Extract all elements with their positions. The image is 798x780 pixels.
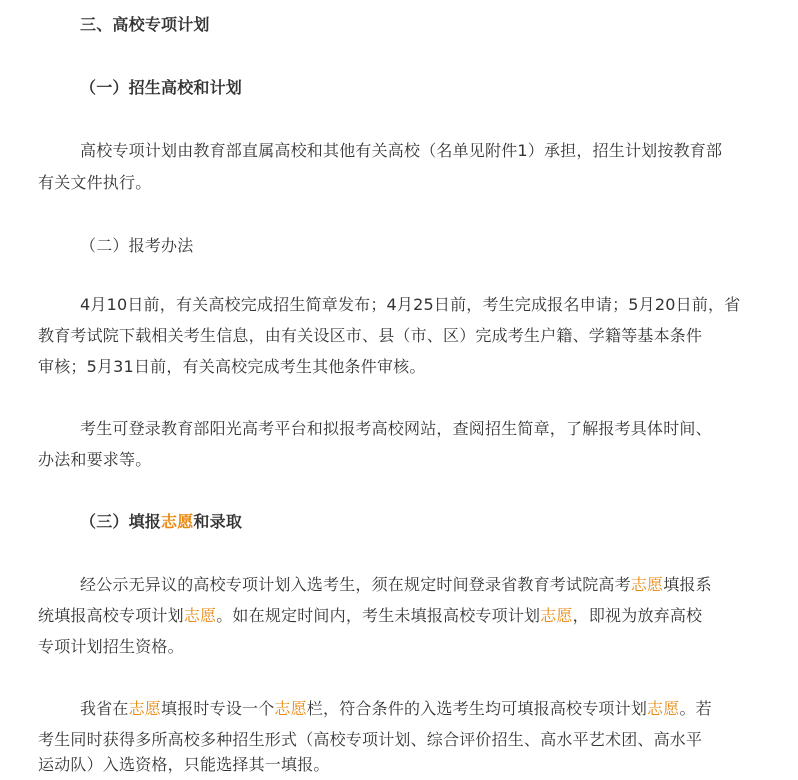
paragraph-1-line-2: 有关文件执行。 [38,173,152,192]
text-segment: 填报系 [663,575,712,594]
keyword-zhiyuan: 志愿 [183,606,217,625]
paragraph-3-line-1: 考生可登录教育部阳光高考平台和拟报考高校网站，查阅招生简章，了解报考具体时间、 [80,419,712,438]
text-segment: 栏，符合条件的入选考生均可填报高校专项计划 [306,699,648,718]
paragraph-2-line-2: 教育考试院下载相关考生信息，由有关设区市、县（市、区）完成考生户籍、学籍等基本条件 [38,326,703,345]
text-segment: 填报时专设一个 [161,699,275,718]
keyword-zhiyuan: 志愿 [161,512,194,531]
paragraph-2-line-1: 4月10日前，有关高校完成招生简章发布；4月25日前，考生完成报名申请；5月20日前，省 [80,295,741,314]
keyword-zhiyuan: 志愿 [647,699,680,718]
text-segment: 统填报高校专项计划 [38,606,184,625]
text-segment: ，即视为放弃高校 [572,606,703,625]
paragraph-4-line-3: 专项计划招生资格。 [38,637,184,656]
text-segment: 经公示无异议的高校专项计划入选考生，须在规定时间登录省教育考试院高考 [80,575,631,594]
text-segment: 。如在规定时间内，考生未填报高校专项计划 [216,606,541,625]
text-segment: 。若 [679,699,712,718]
subsection-title-3-prefix: （三）填报 [80,512,162,531]
subsection-title-3-suffix: 和录取 [193,512,243,531]
keyword-zhiyuan: 志愿 [630,575,664,594]
keyword-zhiyuan: 志愿 [128,699,162,718]
paragraph-1-line-1: 高校专项计划由教育部直属高校和其他有关高校（名单见附件1）承担，招生计划按教育部 [80,141,723,160]
section-title: 三、高校专项计划 [80,15,210,34]
keyword-zhiyuan: 志愿 [274,699,307,718]
paragraph-5-line-1 [80,699,712,719]
paragraph-5-line-3: 运动队）入选资格，只能选择其一填报。 [38,755,330,774]
subsection-title-2: （二）报考办法 [80,236,194,255]
subsection-title-3 [80,512,242,532]
paragraph-4-line-1 [80,575,712,595]
subsection-title-1: （一）招生高校和计划 [80,78,243,97]
paragraph-5-line-2: 考生同时获得多所高校多种招生形式（高校专项计划、综合评价招生、高水平艺术团、高水平 [38,730,703,749]
paragraph-3-line-2: 办法和要求等。 [38,450,152,469]
keyword-zhiyuan: 志愿 [540,606,573,625]
paragraph-2-line-3: 审核；5月31日前，有关高校完成考生其他条件审核。 [38,357,426,376]
text-segment: 我省在 [80,699,129,718]
paragraph-4-line-2 [38,606,702,626]
